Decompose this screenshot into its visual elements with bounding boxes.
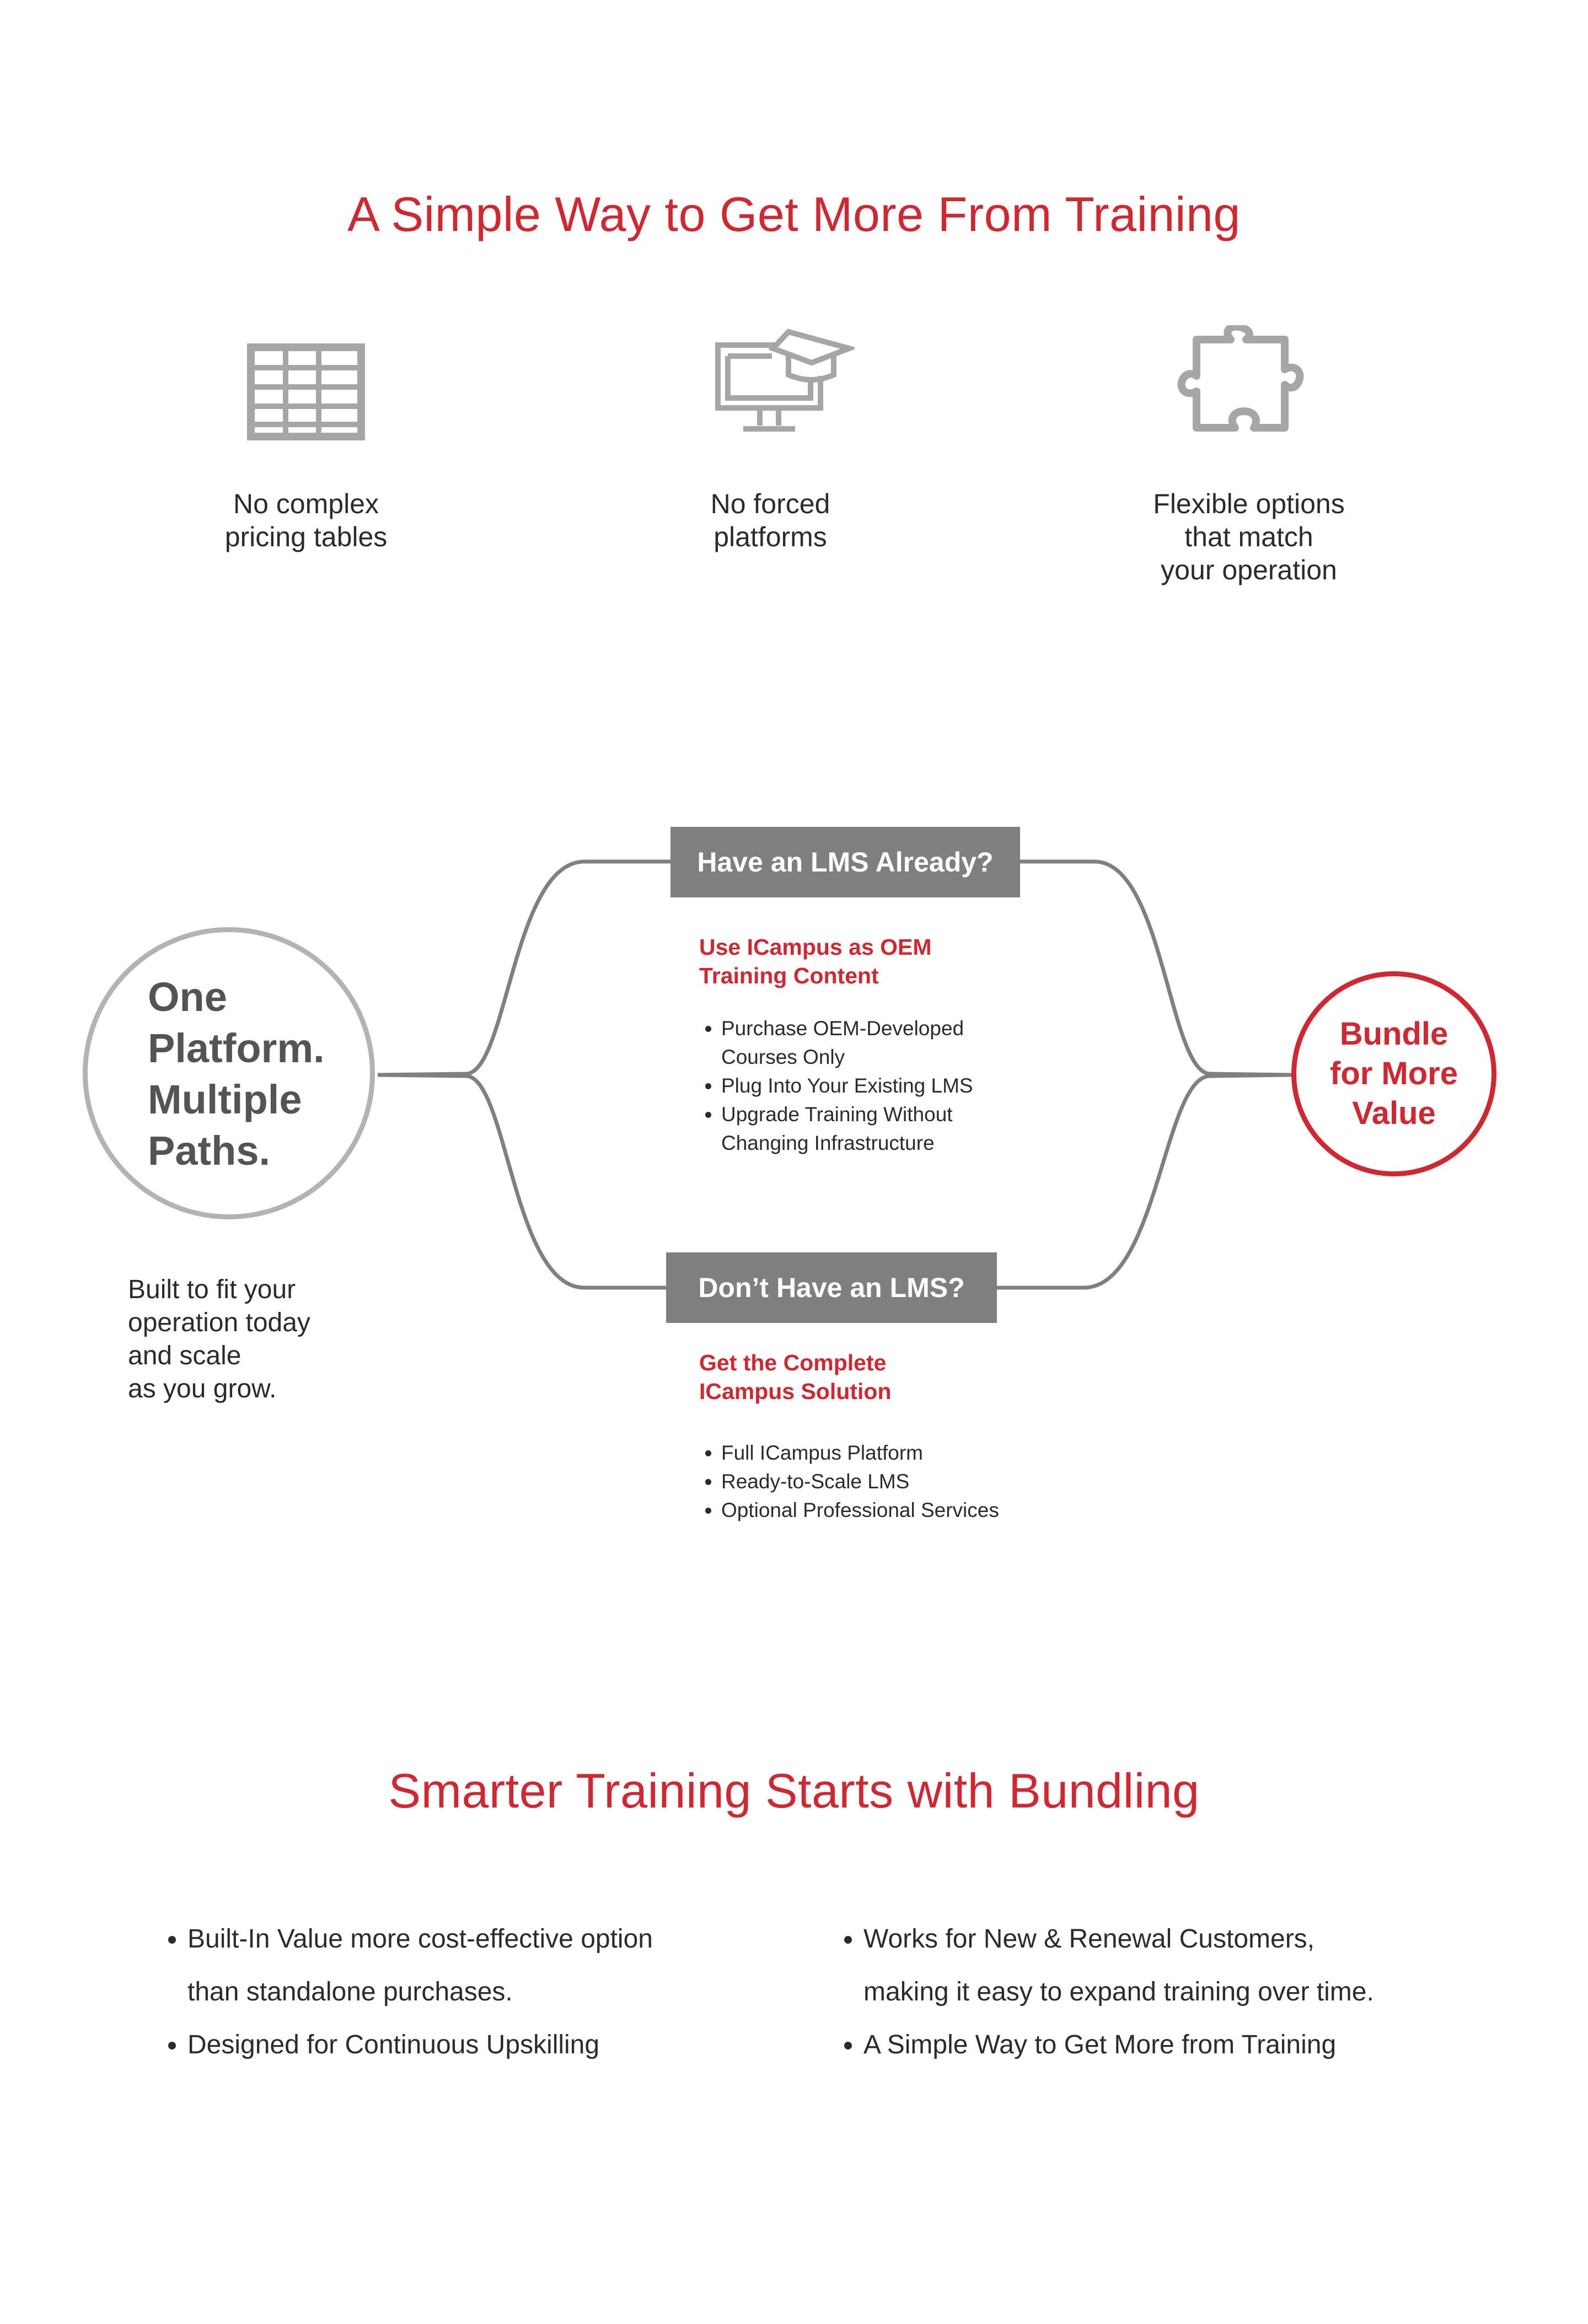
section-title-simple-way: A Simple Way to Get More From Training xyxy=(347,187,1241,241)
feature-flexible-options: Flexible options that match your operation xyxy=(1153,488,1345,585)
benefits-list-left xyxy=(155,1913,817,2072)
list-item: • Designed for Continuous Upskilling xyxy=(187,2019,817,2072)
top-path-heading: Use ICampus as OEM Training Content xyxy=(699,934,932,988)
end-circle-text: Bundle for More Value xyxy=(1330,1016,1458,1131)
center-circle-text: One Platform. Multiple Paths. xyxy=(148,974,325,1174)
list-item: • Works for New & Renewal Customers, making it easy to expand training over time. xyxy=(863,1913,1548,2019)
list-item: • A Simple Way to Get More from Training xyxy=(863,2019,1548,2072)
feature-no-complex-pricing: No complex pricing tables xyxy=(224,488,388,552)
bottom-path-heading: Get the Complete ICampus Solution xyxy=(699,1350,892,1404)
connector-top-to-end xyxy=(1019,862,1293,1075)
center-note: Built to fit your operation today and scale as you grow. xyxy=(128,1275,310,1403)
list-item: • Purchase OEM-Developed Courses Only xyxy=(721,1014,1002,1072)
connector-center-to-top xyxy=(378,862,673,1075)
list-item: • Built-In Value more cost-effective option than standalone purchases. xyxy=(187,1913,817,2019)
list-item: • Ready-to-Scale LMS xyxy=(721,1467,1013,1496)
top-path-list xyxy=(694,1014,1002,1158)
feature-no-forced-platforms: No forced platforms xyxy=(710,488,830,552)
node-have-lms: Have an LMS Already? xyxy=(670,827,1020,897)
list-item: • Plug Into Your Existing LMS xyxy=(721,1072,1002,1100)
connector-bottom-to-end xyxy=(996,1075,1293,1288)
benefits-list-right xyxy=(831,1913,1548,2072)
list-item: • Upgrade Training Without Changing Infrastructure xyxy=(721,1100,1002,1158)
list-item: • Optional Professional Services xyxy=(721,1496,1013,1525)
end-circle xyxy=(1291,971,1496,1176)
node-no-lms: Don’t Have an LMS? xyxy=(666,1252,997,1323)
bottom-path-list xyxy=(694,1439,1013,1525)
list-item: • Full ICampus Platform xyxy=(721,1439,1013,1467)
connector-center-to-bottom xyxy=(378,1075,668,1288)
section-title-bundling: Smarter Training Starts with Bundling xyxy=(388,1763,1200,1818)
